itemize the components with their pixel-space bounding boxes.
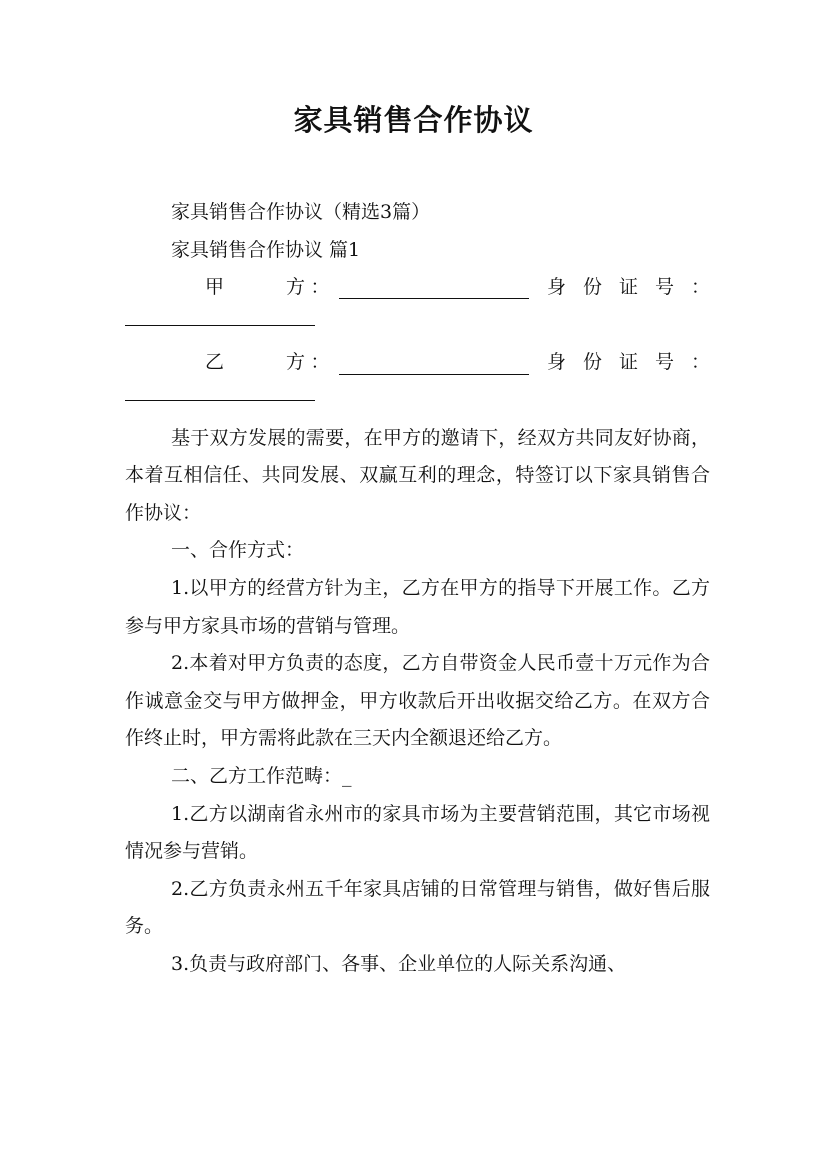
paragraph-item: 1.以甲方的经营方针为主，乙方在甲方的指导下开展工作。乙方参与甲方家具市场的营销与管理。 xyxy=(125,576,710,637)
party-b-id-row xyxy=(125,382,710,420)
party-a-id-blank[interactable] xyxy=(125,307,315,326)
party-a-row xyxy=(125,269,710,307)
paragraph-heading-scope: 二、乙方工作范畴：_ xyxy=(171,764,352,787)
paragraph-item: 2.乙方负责永州五千年家具店铺的日常管理与销售，做好售后服务。 xyxy=(125,877,710,938)
party-b-label: 乙 方 xyxy=(205,351,305,374)
paragraph-intro: 基于双方发展的需要，在甲方的邀请下，经双方共同友好协商，本着互相信任、共同发展、双赢互利的理念，特签订以下家具销售合作协议： xyxy=(125,426,710,524)
party-a-label: 甲 方 xyxy=(205,276,305,299)
party-a-id-row xyxy=(125,307,710,345)
party-b-id-blank[interactable] xyxy=(125,382,315,401)
document-subtitle: 家具销售合作协议（精选3篇） xyxy=(171,201,431,223)
paragraph-item: 1.乙方以湖南省永州市的家具市场为主要营销范围，其它市场视情况参与营销。 xyxy=(125,802,710,863)
party-b-name-blank[interactable] xyxy=(339,352,529,375)
paragraph-item: 2.本着对甲方负责的态度，乙方自带资金人民币壹十万元作为合作诚意金交与甲方做押金，甲方收款后开出收据交给乙方。在双方合作终止时，甲方需将此款在三天内全额退还给乙方。 xyxy=(125,652,710,750)
document-body xyxy=(125,194,710,983)
document-title: 家具销售合作协议 xyxy=(293,103,534,137)
paragraph-item: 3.负责与政府部门、各事、企业单位的人际关系沟通、 xyxy=(171,952,627,975)
party-a-colon: ： xyxy=(310,276,330,299)
party-a-name-blank[interactable] xyxy=(339,276,529,299)
party-a-id-label: 身 份 证 号 ： xyxy=(547,276,710,299)
party-b-id-label: 身 份 证 号 ： xyxy=(547,351,710,374)
party-b-row xyxy=(125,344,710,382)
section-title: 家具销售合作协议 篇1 xyxy=(171,238,361,261)
paragraph-heading-cooperation: 一、合作方式： xyxy=(171,539,305,562)
party-b-colon: ： xyxy=(310,351,330,374)
